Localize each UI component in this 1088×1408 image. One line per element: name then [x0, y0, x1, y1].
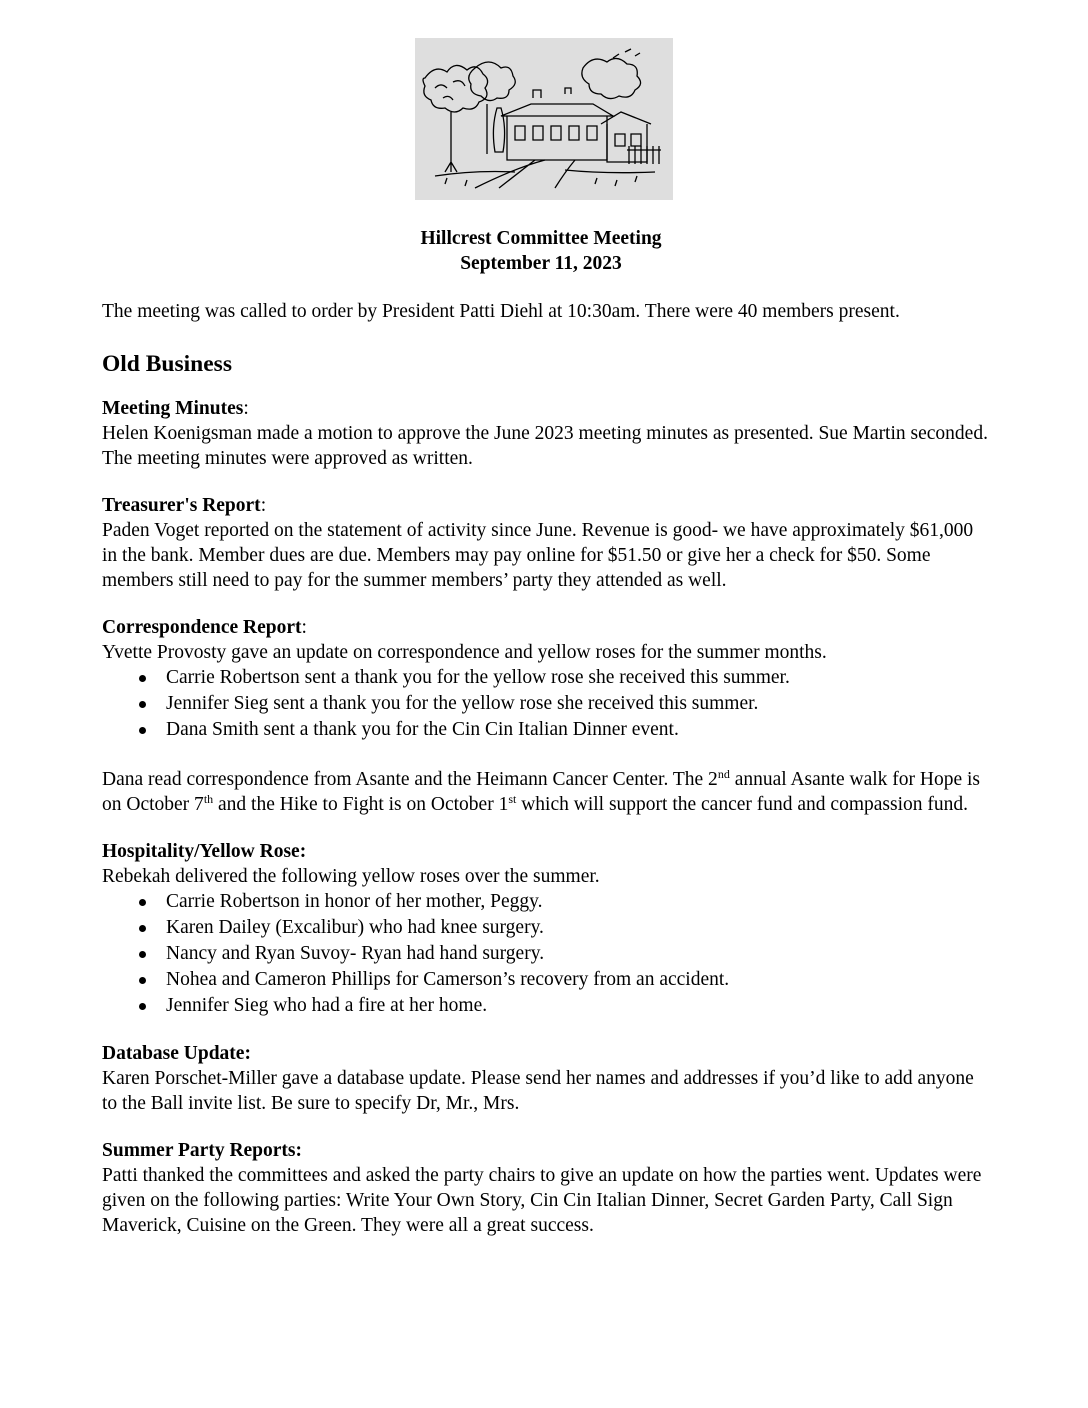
hospitality-section — [102, 839, 992, 1019]
hillcrest-house-illustration — [415, 38, 673, 200]
meeting-minutes-section: Meeting Minutes: Helen Koenigsman made a motion to approve the June 2023 meeting minutes as presented. Sue Martin seconded. The meeting minutes were approved as written. — [102, 396, 992, 471]
correspondence-text: Yvette Provosty gave an update on correspondence and yellow roses for the summer months. — [102, 642, 827, 663]
list-item: Jennifer Sieg who had a fire at her home. — [166, 993, 992, 1019]
list-item: Nohea and Cameron Phillips for Camerson’s recovery from an accident. — [166, 967, 992, 993]
summer-party-text: Patti thanked the committees and asked the party chairs to give an update on how the parties went. Updates were given on the following parties: Write Your Own Story, Cin Cin Italian Dinner, Secret Garden Party, Call Sign Maverick, Cuisine on the Green. They were all a great success. — [102, 1165, 982, 1236]
list-item: Dana Smith sent a thank you for the Cin Cin Italian Dinner event. — [166, 717, 992, 743]
list-item: Karen Dailey (Excalibur) who had knee surgery. — [166, 915, 992, 941]
meeting-minutes-text: Helen Koenigsman made a motion to approve the June 2023 meeting minutes as presented. Sue Martin seconded. The meeting minutes were approved as written. — [102, 423, 988, 469]
meeting-minutes-label: Meeting Minutes — [102, 398, 244, 419]
hospitality-label: Hospitality/Yellow Rose: — [102, 841, 307, 862]
list-item: Nancy and Ryan Suvoy- Ryan had hand surgery. — [166, 941, 992, 967]
intro-paragraph: The meeting was called to order by President Patti Diehl at 10:30am. There were 40 members present. — [102, 301, 900, 322]
ordinal-suffix: th — [203, 792, 214, 806]
hospitality-text: Rebekah delivered the following yellow roses over the summer. — [102, 866, 600, 887]
list-item: Carrie Robertson sent a thank you for the yellow rose she received this summer. — [166, 665, 992, 691]
minutes-content — [102, 226, 992, 1238]
text-run: which will support the cancer fund and compassion fund. — [516, 794, 968, 815]
old-business-heading: Old Business — [102, 351, 232, 377]
document-title: Hillcrest Committee Meeting — [420, 228, 662, 249]
house-sketch-icon — [415, 38, 673, 200]
database-section — [102, 1041, 992, 1116]
ordinal-suffix: st — [508, 792, 517, 806]
list-item: Jennifer Sieg sent a thank you for the yellow rose she received this summer. — [166, 691, 992, 717]
asante-correspondence-paragraph — [102, 767, 992, 817]
list-item: Carrie Robertson in honor of her mother, Peggy. — [166, 889, 992, 915]
treasurer-section: Treasurer's Report: Paden Voget reported on the statement of activity since June. Revenue is good- we have approximately $61,000 in the bank. Member dues are due. Members may pay online for $51.50 or give her a check for $50. Some members still need to pay for the summer members’ party they attended as well. — [102, 493, 992, 593]
database-label: Database Update: — [102, 1043, 251, 1064]
correspondence-list — [102, 665, 992, 743]
text-run: annual Asante walk for Hope is on October 7 — [102, 769, 980, 815]
database-text: Karen Porschet-Miller gave a database update. Please send her names and addresses if you’d like to add anyone to the Ball invite list. Be sure to specify Dr, Mr., Mrs. — [102, 1068, 974, 1114]
text-run: and the Hike to Fight is on October 1 — [213, 794, 509, 815]
correspondence-section: Correspondence Report: Yvette Provosty gave an update on correspondence and yellow roses for the summer months. Carrie Robertson sent a thank you for the yellow rose she received this summer. Jennifer Sieg sent a thank you for the yellow rose she received this summer. Dana Smith sent a thank you for the Cin Cin Italian Dinner event. Dana read correspondence from Asante and the Heimann Cancer Center. The 2nd annual Asante walk for Hope is on October 7th and the Hike to Fight is on October 1st which will support the cancer fund and compassion fund. — [102, 615, 992, 817]
summer-party-section — [102, 1138, 992, 1238]
text-run: Dana read correspondence from Asante and the Heimann Cancer Center. The 2 — [102, 769, 718, 790]
document-title-block — [90, 226, 992, 276]
ordinal-suffix: nd — [717, 767, 730, 781]
correspondence-label: Correspondence Report — [102, 617, 302, 638]
meeting-date: September 11, 2023 — [460, 253, 622, 274]
treasurer-text: Paden Voget reported on the statement of activity since June. Revenue is good- we have approximately $61,000 in the bank. Member dues are due. Members may pay online for $51.50 or give her a check for $50. Some members still need to pay for the summer members’ party they attended as well. — [102, 520, 974, 591]
summer-party-label: Summer Party Reports: — [102, 1140, 303, 1161]
treasurer-label: Treasurer's Report — [102, 495, 261, 516]
yellow-rose-list — [102, 889, 992, 1019]
